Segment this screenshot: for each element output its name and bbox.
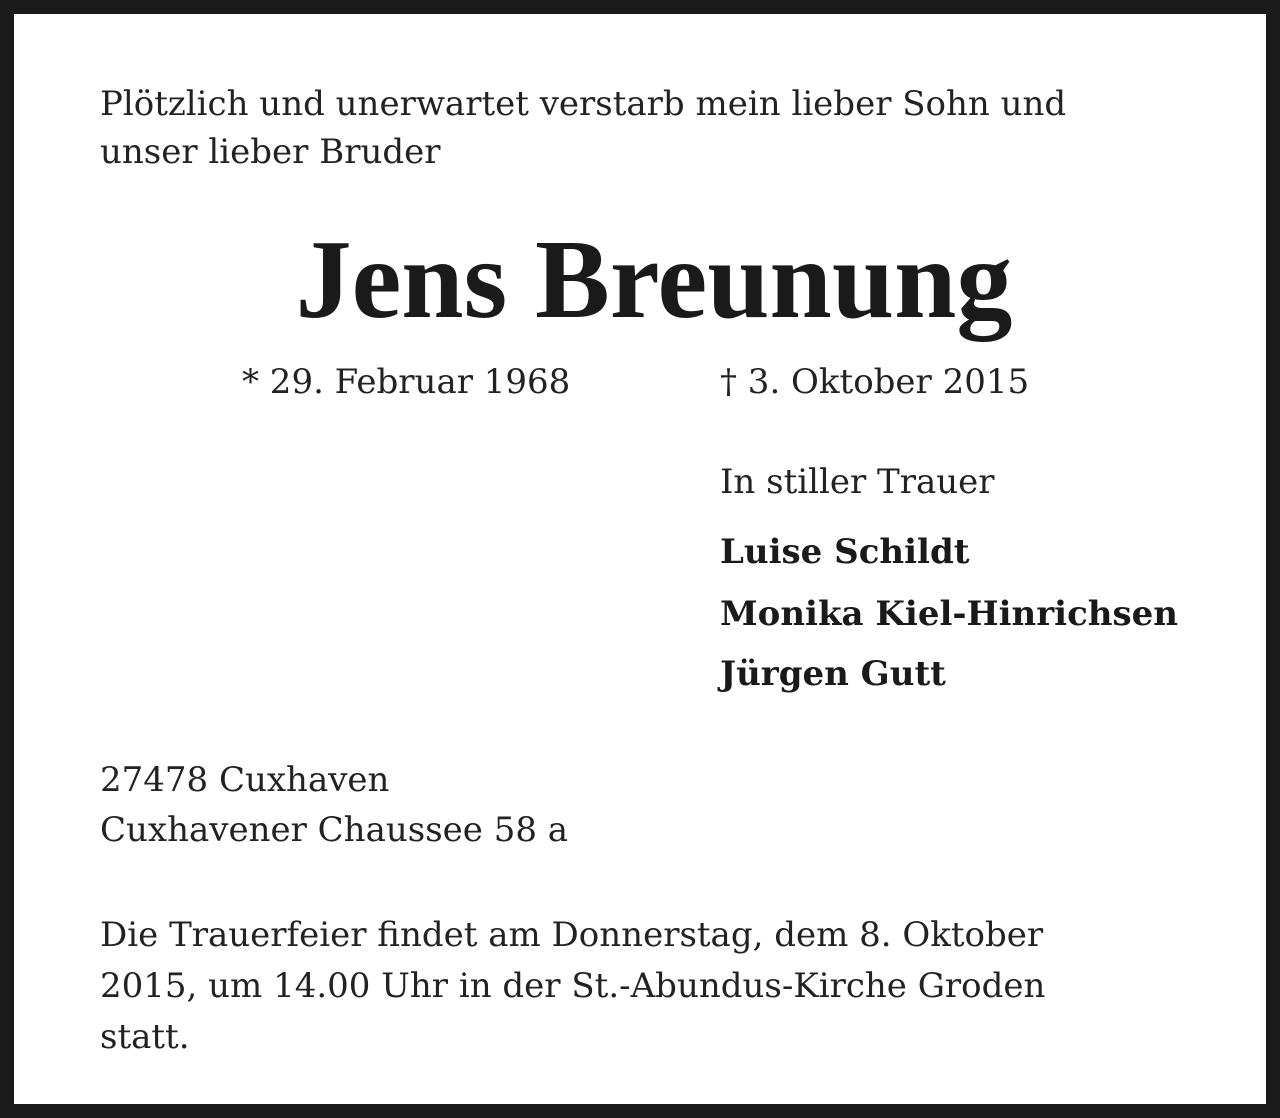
service-line-1: Die Trauerfeier findet am Donnerstag, dem 8. Oktober xyxy=(100,915,1044,955)
death-date: † 3. Oktober 2015 xyxy=(720,362,1030,402)
service-announcement xyxy=(100,910,1210,1063)
intro-line-1: Plötzlich und unerwartet verstarb mein lieber Sohn und xyxy=(100,84,1067,124)
intro-line-2: unser lieber Bruder xyxy=(100,132,441,172)
address-street: Cuxhavener Chaussee 58 a xyxy=(100,810,569,850)
mourning-phrase: In stiller Trauer xyxy=(720,462,995,502)
intro-text xyxy=(100,80,1210,176)
mourner-name: Luise Schildt xyxy=(720,532,970,572)
address-city: 27478 Cuxhaven xyxy=(100,760,390,800)
mourner-name: Jürgen Gutt xyxy=(720,654,946,694)
mourner-name: Monika Kiel-Hinrichsen xyxy=(720,594,1179,634)
service-line-3: statt. xyxy=(100,1017,190,1057)
deceased-name: Jens Breunung xyxy=(295,218,1013,342)
service-line-2: 2015, um 14.00 Uhr in der St.-Abundus-Kirche Groden xyxy=(100,966,1046,1006)
birth-date: * 29. Februar 1968 xyxy=(242,362,571,402)
